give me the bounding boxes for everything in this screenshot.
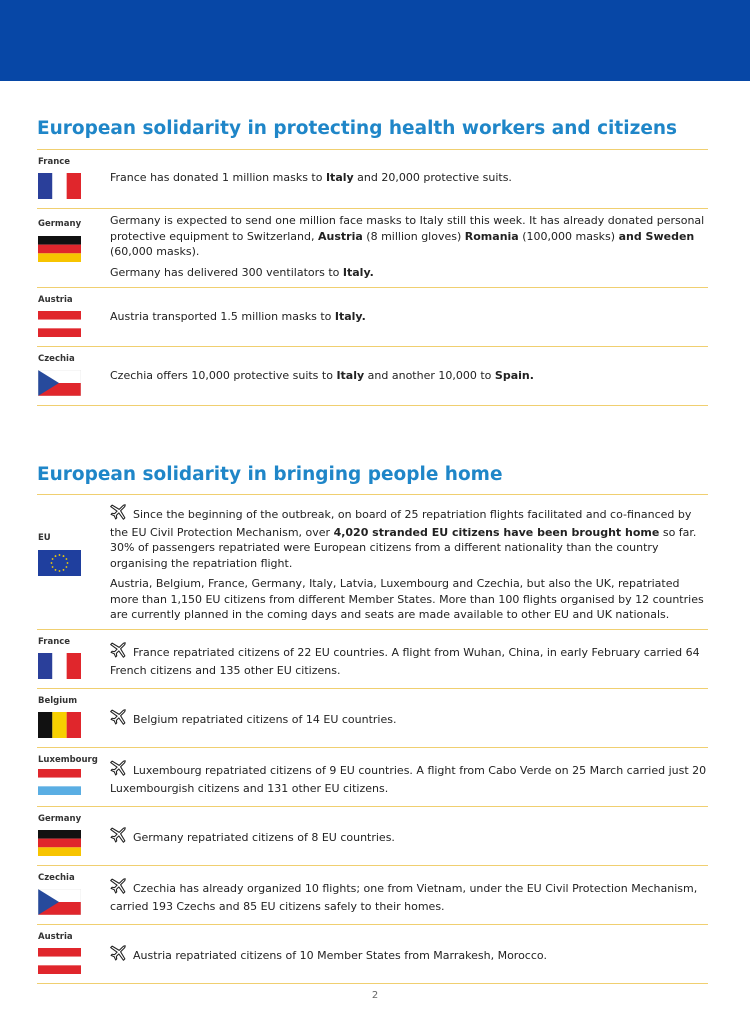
eu-flag — [38, 550, 81, 576]
country-row — [37, 150, 708, 209]
country-row — [37, 495, 708, 630]
luxembourg-flag — [38, 769, 81, 795]
airplane-icon — [110, 826, 127, 848]
country-row — [37, 748, 708, 807]
germany-flag — [38, 236, 81, 262]
row-text — [110, 877, 708, 914]
header-band — [0, 0, 750, 81]
paragraph: Since the beginning of the outbreak, on board of 25 repatriation flights facilitated and co-financed by the EU Civil Protection Mechanism, over 4,020 stranded EU citizens have been brought home so far. 30% of passengers repatriated were European citizens from a different nationality than the country organising the repatriation flight. — [110, 503, 708, 571]
paragraph: Germany is expected to send one million face masks to Italy still this week. It has already donated personal protective equipment to Switzerland, Austria (8 million gloves) Romania (100,000 masks) and Sweden (60,000 masks). — [110, 214, 705, 258]
airplane-icon — [110, 503, 127, 525]
country-row — [37, 630, 708, 689]
austria-flag — [38, 948, 81, 974]
row-text — [110, 309, 708, 325]
row-text — [110, 826, 708, 848]
country-label: Czechia — [38, 873, 75, 883]
row-text — [110, 368, 708, 384]
czechia-flag — [38, 889, 81, 915]
country-label: Luxembourg — [38, 755, 98, 765]
paragraph: Austria repatriated citizens of 10 Member States from Marrakesh, Morocco. — [110, 944, 708, 966]
country-label: Germany — [38, 219, 82, 229]
page-number: 2 — [371, 990, 379, 1001]
country-label: France — [38, 637, 71, 647]
section-title: European solidarity in protecting health workers and citizens — [37, 118, 678, 139]
section-title: European solidarity in bringing people home — [37, 464, 503, 485]
country-row — [37, 347, 708, 406]
airplane-icon — [110, 944, 127, 966]
country-label: Czechia — [38, 354, 75, 364]
paragraph: Germany repatriated citizens of 8 EU countries. — [110, 826, 708, 848]
country-label: Germany — [38, 814, 82, 824]
paragraph: Belgium repatriated citizens of 14 EU countries. — [110, 708, 708, 730]
czechia-flag — [38, 370, 81, 396]
row-text — [110, 503, 708, 623]
country-row — [37, 209, 708, 288]
country-label: Austria — [38, 295, 73, 305]
section-bringing-home — [37, 464, 708, 486]
airplane-icon — [110, 759, 127, 781]
country-row — [37, 925, 708, 984]
section-health-rows — [37, 150, 708, 406]
france-flag — [38, 173, 81, 199]
section-health-workers — [37, 118, 708, 140]
country-label: Austria — [38, 932, 73, 942]
austria-flag — [38, 311, 81, 337]
row-text — [110, 213, 708, 280]
row-text — [110, 641, 708, 678]
country-row — [37, 689, 708, 748]
paragraph: Czechia has already organized 10 flights; one from Vietnam, under the EU Civil Protection Mechanism, carried 193 Czechs and 85 EU citizens safely to their homes. — [110, 877, 708, 914]
row-text — [110, 170, 708, 186]
paragraph: France repatriated citizens of 22 EU countries. A flight from Wuhan, China, in early February carried 64 French citizens and 135 other EU citizens. — [110, 641, 708, 678]
row-text — [110, 708, 708, 730]
country-label: Belgium — [38, 696, 78, 706]
country-row — [37, 807, 708, 866]
paragraph: Germany has delivered 300 ventilators to Italy. — [110, 265, 374, 279]
country-label: France — [38, 157, 71, 167]
france-flag — [38, 653, 81, 679]
paragraph: Luxembourg repatriated citizens of 9 EU countries. A flight from Cabo Verde on 25 March carried just 20 Luxembourgish citizens and 131 other EU citizens. — [110, 759, 708, 796]
airplane-icon — [110, 641, 127, 663]
airplane-icon — [110, 708, 127, 730]
germany-flag — [38, 830, 81, 856]
paragraph: Czechia offers 10,000 protective suits to Italy and another 10,000 to Spain. — [110, 369, 534, 382]
row-text — [110, 759, 708, 796]
paragraph: Austria transported 1.5 million masks to Italy. — [110, 310, 366, 323]
country-label: EU — [38, 533, 51, 543]
country-row — [37, 288, 708, 347]
row-text — [110, 944, 708, 966]
country-row — [37, 866, 708, 925]
section-home-rows — [37, 495, 708, 984]
belgium-flag — [38, 712, 81, 738]
paragraph: France has donated 1 million masks to Italy and 20,000 protective suits. — [110, 171, 512, 184]
airplane-icon — [110, 877, 127, 899]
paragraph: Austria, Belgium, France, Germany, Italy, Latvia, Luxembourg and Czechia, but also the UK, repatriated more than 1,150 EU citizens from different Member States. More than 100 flights organised by 12 countries are currently planned in the coming days and seats are made available to other EU and UK nationals. — [110, 577, 704, 621]
